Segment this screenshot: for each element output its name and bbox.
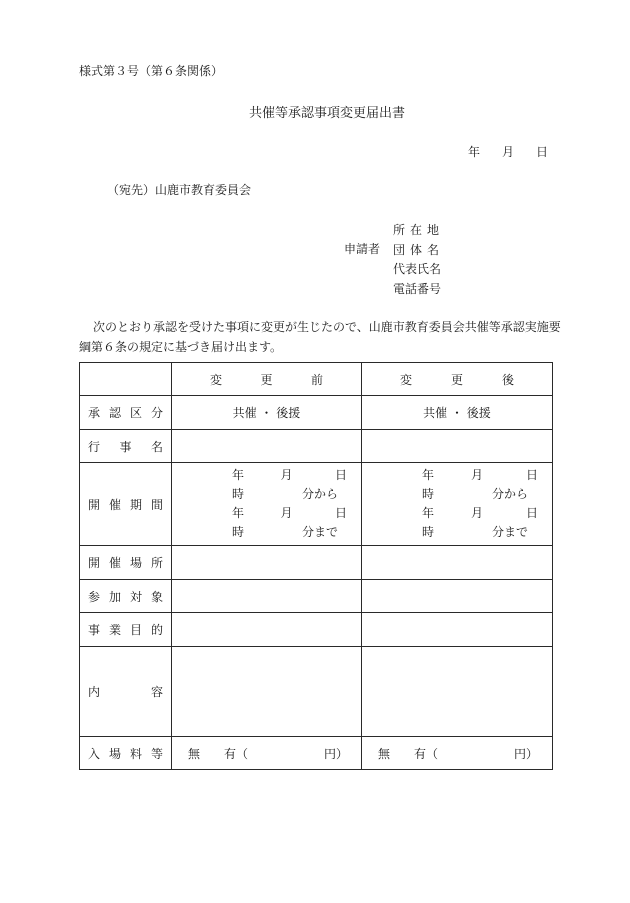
event-before-cell[interactable]	[172, 430, 362, 463]
body-text-line-2: 綱第６条の規定に基づき届け出ます。	[79, 340, 283, 354]
field-address: 所在地	[393, 223, 445, 237]
date-year: 年	[468, 145, 481, 159]
approval-before[interactable]: 共催 ・ 後援	[172, 396, 362, 430]
label-admission-fee: 入 場 料 等	[80, 737, 172, 770]
period-before-cell[interactable]: 年 月 日 時 分から 年 月 日 時 分まで	[172, 463, 362, 546]
table-row-event	[80, 430, 553, 463]
purpose-after-cell[interactable]	[362, 613, 553, 647]
label-participants: 参 加 対 象	[80, 580, 172, 613]
label-period: 開 催 期 間	[80, 463, 172, 546]
fee-none-option[interactable]: 無	[378, 746, 391, 761]
body-text-line-1: 次のとおり承認を受けた事項に変更が生じたので、山鹿市教育委員会共催等承認実施要	[93, 320, 561, 334]
applicant-fields	[393, 221, 444, 299]
table-row-content	[80, 647, 553, 737]
table-row-fee	[80, 737, 553, 770]
document-title: 共催等承認事項変更届出書	[249, 106, 406, 121]
field-org-name: 団体名	[393, 242, 445, 257]
form-number: 様式第３号（第６条関係）	[79, 64, 224, 78]
fee-before-cell[interactable]	[172, 737, 362, 770]
fee-yes-option[interactable]: 有（	[224, 746, 249, 761]
table-row-target	[80, 580, 553, 613]
table-row-purpose	[80, 613, 553, 647]
addressee: （宛先）山鹿市教育委員会	[107, 183, 252, 197]
header-before: 変 更 前	[172, 363, 362, 396]
venue-before-cell[interactable]	[172, 546, 362, 580]
event-after-cell[interactable]	[362, 430, 553, 463]
fee-yes-option[interactable]: 有（	[414, 746, 439, 761]
label-event-name: 行 事 名	[80, 430, 172, 463]
field-representative: 代表氏名	[393, 262, 442, 276]
applicant-label: 申請者	[344, 242, 381, 256]
header-after: 変 更 後	[362, 363, 553, 396]
date-line	[468, 143, 548, 160]
field-phone: 電話番号	[393, 281, 442, 296]
purpose-before-cell[interactable]	[172, 613, 362, 647]
period-after-cell[interactable]: 年 月 日 時 分から 年 月 日 時 分まで	[362, 463, 553, 546]
table-row-approval	[80, 396, 553, 430]
fee-yen-label: 円）	[514, 746, 539, 761]
venue-after-cell[interactable]	[362, 546, 553, 580]
label-approval-type: 承 認 区 分	[80, 396, 172, 430]
target-after-cell[interactable]	[362, 580, 553, 613]
date-month: 月	[502, 145, 515, 159]
content-after-cell[interactable]	[362, 647, 553, 737]
fee-after-cell[interactable]	[362, 737, 553, 770]
table-row-venue	[80, 546, 553, 580]
fee-none-option[interactable]: 無	[188, 746, 201, 761]
date-day: 日	[536, 145, 549, 159]
fee-yen-label: 円）	[324, 746, 349, 761]
table-header-row	[80, 363, 553, 396]
label-content: 内 容	[80, 647, 172, 737]
content-before-cell[interactable]	[172, 647, 362, 737]
header-empty-cell	[80, 363, 172, 396]
label-venue: 開 催 場 所	[80, 546, 172, 580]
change-table	[79, 362, 553, 770]
target-before-cell[interactable]	[172, 580, 362, 613]
table-row-period	[80, 463, 553, 546]
label-purpose: 事 業 目 的	[80, 613, 172, 647]
approval-after[interactable]: 共催 ・ 後援	[362, 396, 553, 430]
